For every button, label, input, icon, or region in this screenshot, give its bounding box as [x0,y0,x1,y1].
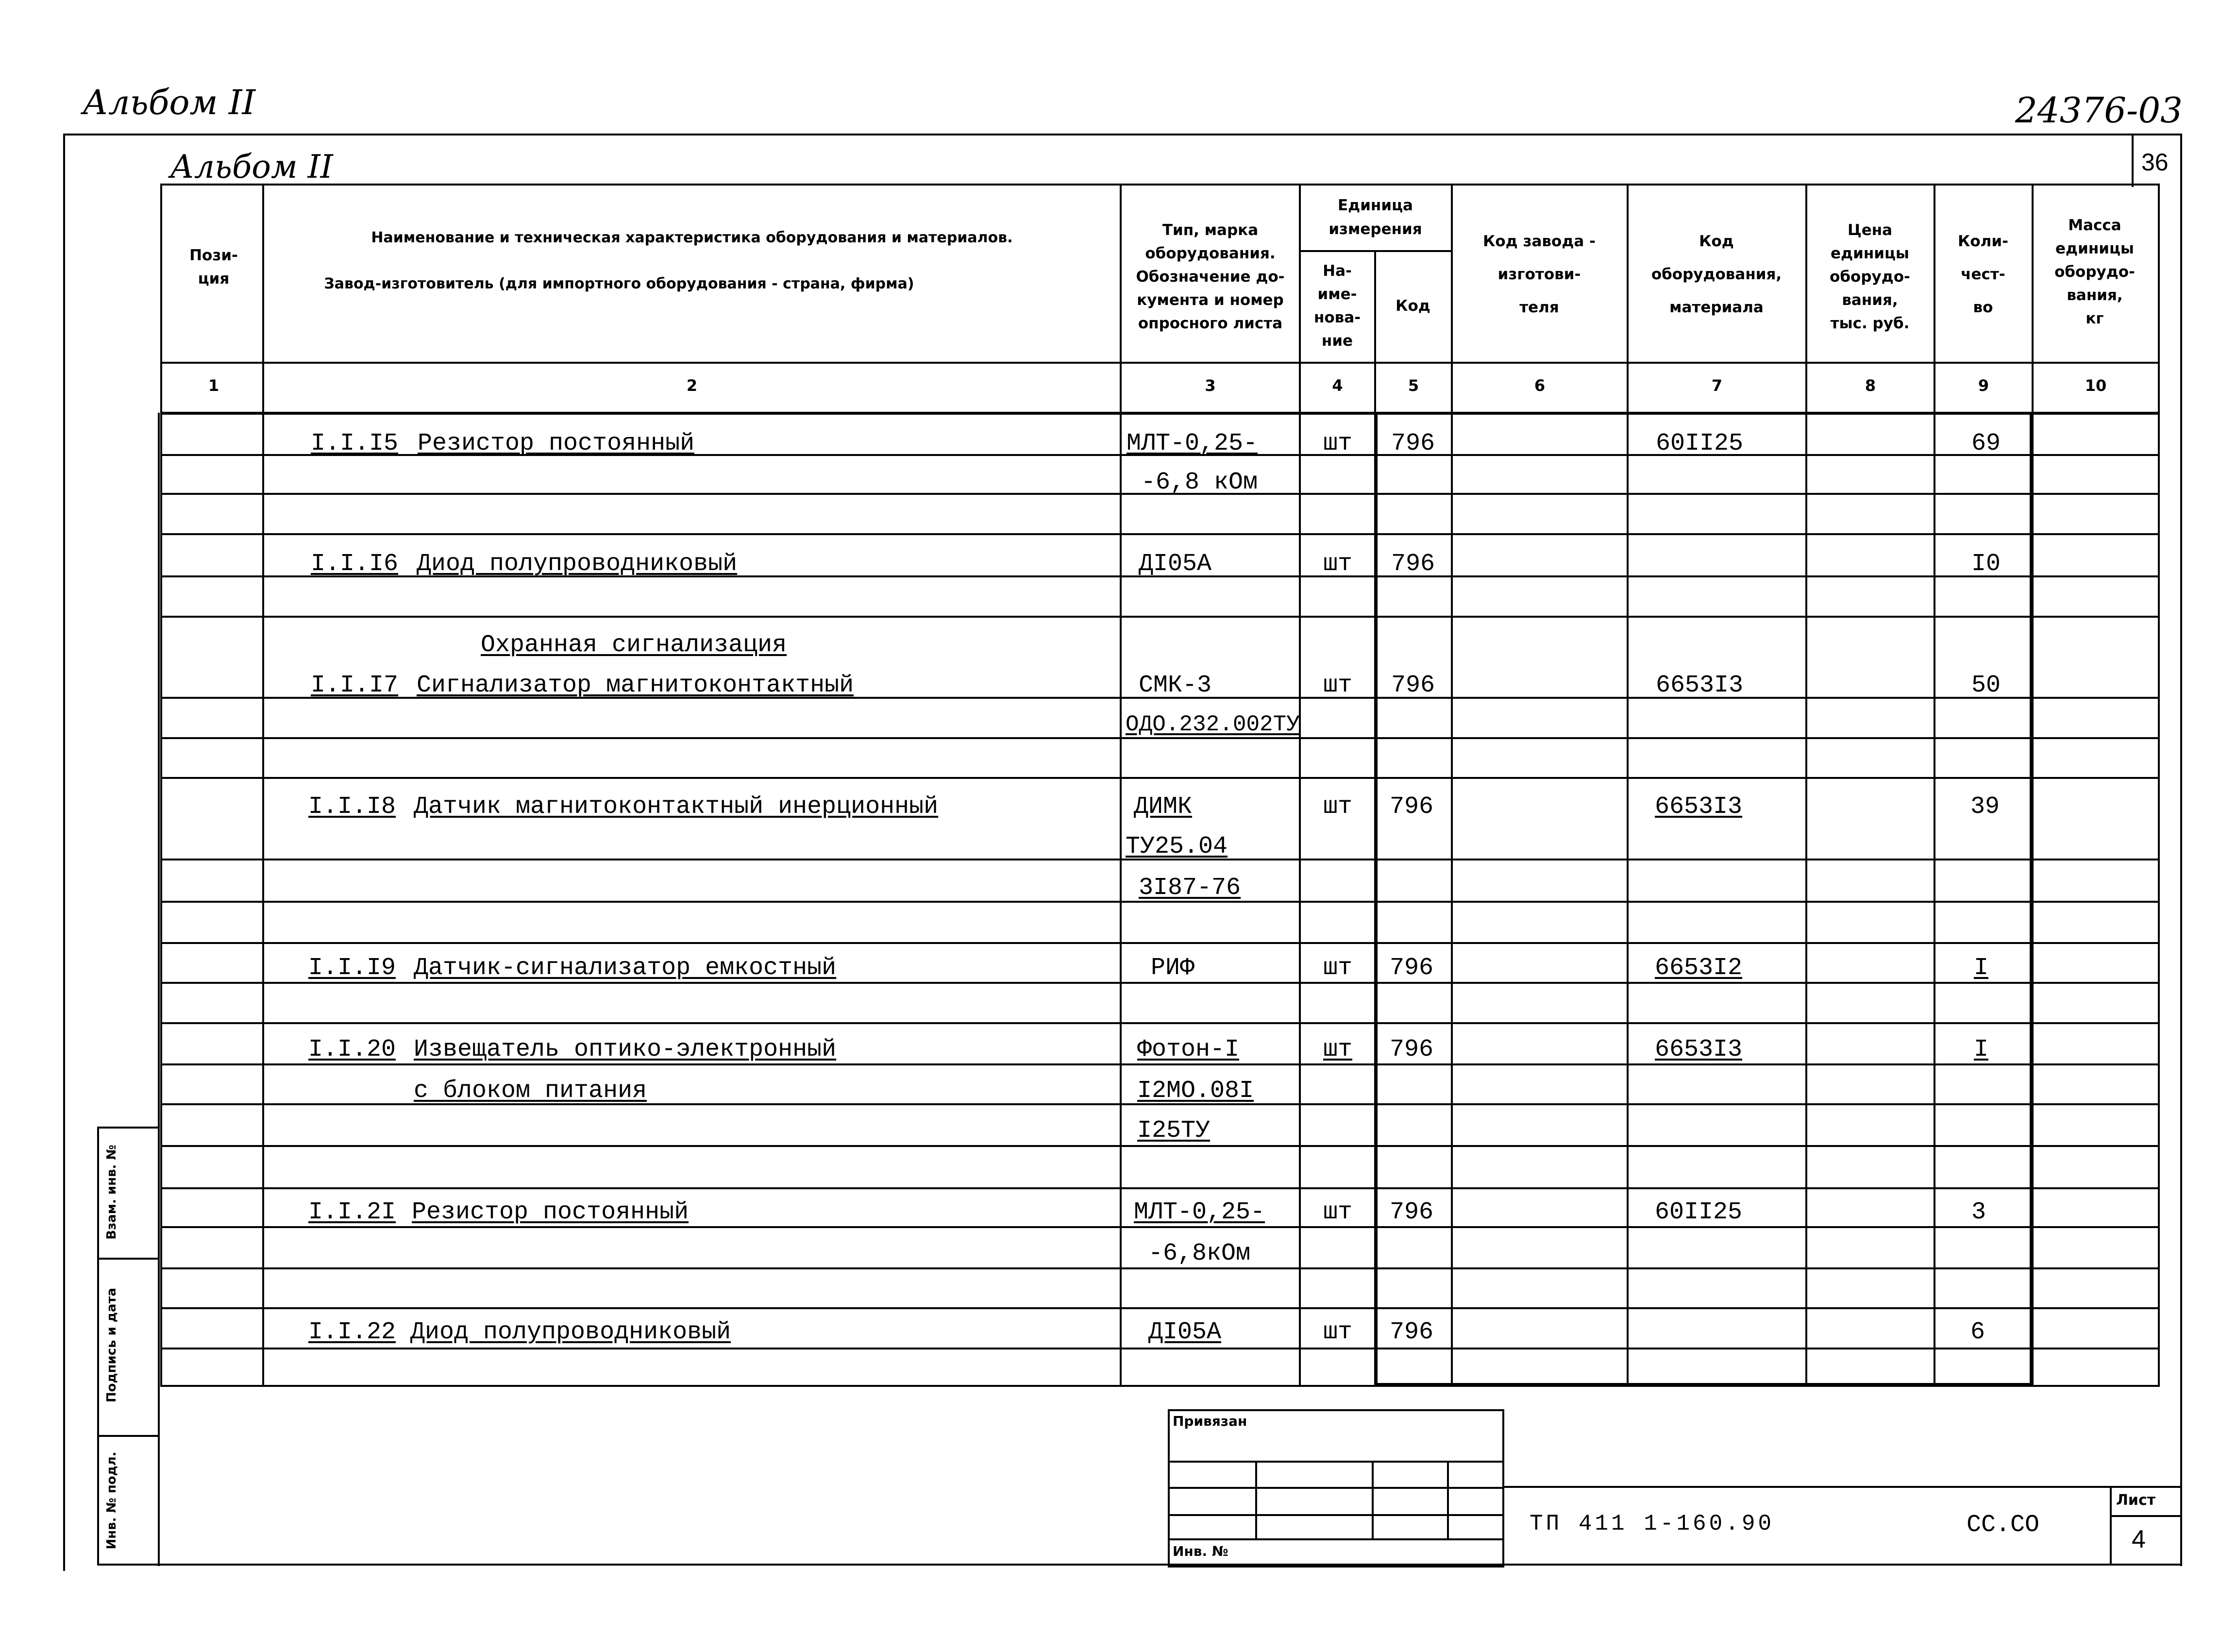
column-number: 2 [686,376,698,395]
column-number: 7 [1711,376,1723,395]
table-row-position: I.I.I9 [308,954,396,982]
inv-number-label: Инв. № [1173,1543,1228,1559]
header-type: Тип, марка оборудования. Обозначение до- кумента и номер опросного листа [1136,221,1285,333]
table-row-quantity: I [1974,954,1989,982]
document-number: 24376-03 [2015,90,2183,131]
table-row-unit: шт [1323,672,1353,699]
table-row-code: 796 [1390,954,1434,982]
header-bottom [160,362,2158,364]
table-row-code: 796 [1390,1198,1434,1226]
table-row-type: РИФ [1151,954,1195,982]
table-row-type: Фотон-I [1137,1036,1240,1063]
table-row-quantity: I [1974,1036,1989,1063]
header-factory-code: Код завода - изготови- теля [1483,232,1596,317]
table-row-equipment-code: 6653I3 [1655,1036,1743,1063]
table-row-type: СМК-3 [1139,672,1212,699]
frame-top [63,134,2180,135]
side-label-original-inv: Инв. № подл. [104,1451,119,1550]
table-row-name: Диод полупроводниковый [410,1318,731,1346]
table-row-code: 796 [1391,672,1435,699]
header-position: Пози- ция [189,246,238,287]
table-row-quantity: 50 [1971,672,2001,699]
table-row-name: Резистор постоянный [412,1198,689,1226]
table-row-quantity: I0 [1971,550,2001,578]
table-row-equipment-code: 60II25 [1655,1198,1743,1226]
table-row-type: ДI05А [1148,1318,1222,1346]
table-row-unit: шт [1323,954,1353,982]
column-number: 5 [1408,376,1419,395]
table-row-type: ДИМК [1134,793,1193,821]
side-label-substitute-inv: Взам. инв. № [104,1145,119,1240]
table-row-position: I.I.I5 [311,430,399,457]
header-price: Цена единицы оборудо- вания, тыс. руб. [1830,221,1910,333]
table-row-position: I.I.I7 [311,672,399,699]
table-row-name: Датчик магнитоконтактный инерционный [414,793,939,821]
table-row-code: 796 [1391,550,1435,578]
column-number: 10 [2085,376,2107,395]
table-row-equipment-code: 60II25 [1656,430,1744,457]
table-row-unit: шт [1323,430,1353,457]
header-equipment-code: Код оборудования, материала [1651,232,1782,317]
sheet-number: 4 [2132,1525,2146,1553]
table-row-type: ТУ25.04 [1126,833,1228,860]
table-row-type: -6,8 кОм [1141,469,1258,496]
page-number: 36 [2141,149,2169,176]
header-unit-name: На- име- нова- ние [1313,262,1361,350]
album-label-inner: Альбом II [170,148,333,185]
header-unit: Единица измерения [1329,197,1422,238]
album-label: Альбом II [83,83,256,122]
table-row-code: 796 [1390,1318,1434,1346]
table-row-name: Диод полупроводниковый [417,550,738,578]
table-row-quantity: 39 [1970,793,2000,821]
table-row-position: I.I.I8 [308,793,396,821]
table-row-type: ОДО.232.002ТУ [1126,712,1300,737]
table-row-equipment-code: 6653I3 [1656,672,1744,699]
table-row-equipment-code: 6653I2 [1655,954,1743,982]
table-row-unit: шт [1323,1198,1353,1226]
table-row-name: Сигнализатор магнитоконтактный [417,672,854,699]
table-row-type: ДI05А [1139,550,1212,578]
table-row-quantity: 6 [1970,1318,1985,1346]
section-title: Охранная сигнализация [481,631,787,659]
table-row-name: Резистор постоянный [418,430,695,457]
table-row-unit: шт [1323,793,1353,821]
table-row-quantity: 69 [1971,430,2001,457]
page-number-divider [2132,134,2134,187]
table-row-type: I25ТУ [1137,1117,1211,1145]
sheet-label: Лист [2116,1492,2156,1509]
header-name-line2: Завод-изготовитель (для импортного оборудования - страна, фирма) [324,275,914,292]
table-row-name: Датчик-сигнализатор емкостный [414,954,837,982]
header-quantity: Коли- чест- во [1958,232,2008,317]
header-mass: Масса единицы оборудо- вания, кг [2054,216,2135,328]
table-row-name-continued: с блоком питания [414,1077,647,1105]
side-label-signature-date: Подпись и дата [104,1287,119,1403]
table-row-code: 796 [1391,430,1435,457]
header-name-line1: Наименование и техническая характеристика оборудования и материалов. [371,229,1013,246]
table-row-unit: шт [1323,550,1353,578]
frame-left [63,134,65,1571]
table-row-position: I.I.22 [308,1318,396,1346]
table-row-type: -6,8кОм [1148,1240,1251,1267]
table-row-quantity: 3 [1971,1198,1986,1226]
frame-right [2180,134,2182,1566]
table-row-equipment-code: 6653I3 [1655,793,1743,821]
table-row-type: I2МО.08I [1137,1077,1254,1105]
table-row-code: 796 [1390,1036,1434,1063]
table-row-position: I.I.I6 [311,550,399,578]
table-row-type: МЛТ-0,25- [1127,430,1258,457]
frame-right-top-bar [2132,134,2180,135]
table-row-position: I.I.20 [308,1036,396,1063]
header-unit-code: Код [1396,297,1430,315]
table-row-code: 796 [1390,793,1434,821]
column-number: 4 [1332,376,1343,395]
table-row-unit: шт [1323,1036,1353,1063]
column-number: 9 [1978,376,1989,395]
title-block-code: СС.СО [1967,1511,2040,1539]
designation: ТП 411 1-160.90 [1530,1511,1775,1536]
table-row-unit: шт [1323,1318,1353,1346]
table-row-type: МЛТ-0,25- [1134,1198,1265,1226]
column-number: 3 [1205,376,1216,395]
table-row-position: I.I.2I [308,1198,396,1226]
column-number: 6 [1534,376,1546,395]
table-row-type: 3I87-76 [1139,874,1241,902]
table-row-name: Извещатель оптико-электронный [414,1036,837,1063]
column-number: 1 [208,376,219,395]
column-number: 8 [1865,376,1876,395]
colnum-bottom [160,412,2158,415]
linked-label: Привязан [1173,1413,1247,1429]
